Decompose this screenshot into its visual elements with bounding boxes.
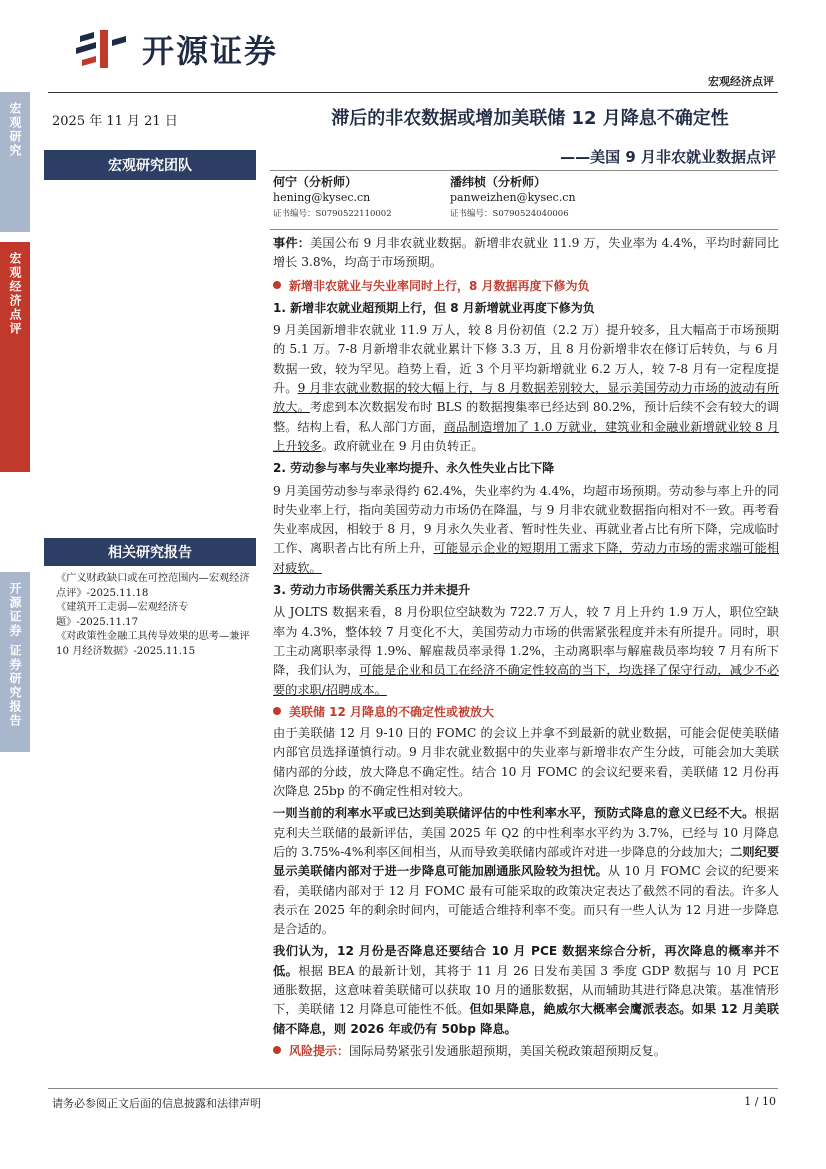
subheading-3: 3. 劳动力市场供需关系压力并未提升: [273, 583, 471, 598]
related-report-item[interactable]: 《建筑开工走弱—宏观经济专题》-2025.11.17: [56, 602, 189, 628]
footer-divider: [48, 1088, 778, 1089]
title-divider: [270, 170, 778, 171]
brand-logo-icon: [74, 26, 136, 72]
paragraph-1: 9 月美国新增非农就业 11.9 万人，较 8 月份初值（2.2 万）提升较多，且大幅高于市场预期的 5.1 万。7-8 月新增非农就业累计下修 3.3 万，且 8 月份新增非农在修订后转负，与 6 月数据一致，较为罕见。趋势上看，近 3 个月平均新增就业 6.2 万人，较 7-8 月有一定程度提升。9 月非农就业数据的较大幅上行，与 8 月数据差别较大，显示美国劳动力市场的波动有所放大。考虑到本次数据发布时 BLS 的数据搜集率已经达到 80.2%，预计后续不会有较大的调整。结构上看，私人部门方面，商品制造增加了 1.0 万就业，建筑业和金融业新增就业较 8 月上升较多。政府就业在 9 月由负转正。: [273, 323, 780, 453]
page-title: 滞后的非农数据或增加美联储 12 月降息不确定性: [331, 108, 729, 129]
paragraph-3: 从 JOLTS 数据来看，8 月份职位空缺数为 722.7 万人，较 7 月上升约 1.9 万人，职位空缺率为 4.3%，整体较 7 月变化不大，美国劳动力市场的供需紧张程度并未有所提升。同时，职工主动离职率录得 1.9%、解雇裁员率录得 1.2%，主动离职率与解雇裁员率均较 7 月有所下降，我们认为，可能是企业和员工在经济不确定性较高的当下，均选择了保守行动，减少不必要的求职/招聘成本。: [273, 605, 780, 697]
header-divider: [48, 92, 778, 93]
subheading-2: 2. 劳动参与率与失业率均提升、永久性失业占比下降: [273, 461, 555, 476]
analyst-name: 何宁（分析师）: [273, 175, 358, 189]
analyst-license: 证书编号：S0790524040006: [450, 209, 569, 219]
report-body: [273, 234, 779, 1061]
side-tab-research: 宏观研究: [0, 92, 30, 232]
event-paragraph: 事件：美国公布 9 月非农就业数据。新增非农就业 11.9 万，失业率为 4.4%，平均时薪同比增长 3.8%，均高于市场预期。: [273, 236, 779, 270]
related-reports-list: [56, 572, 256, 659]
report-category: 宏观经济点评: [708, 75, 774, 88]
analyst-divider: [270, 229, 778, 230]
bullet-dot-icon: [273, 707, 281, 715]
team-banner: 宏观研究团队: [44, 150, 256, 180]
related-report-item[interactable]: 《对政策性金融工具传导效果的思考—兼评 10 月经济数据》-2025.11.15: [56, 631, 250, 657]
side-tab-macro-comment: 宏观经济点评: [0, 242, 30, 472]
paragraph-5: 一则当前的利率水平或已达到美联储评估的中性利率水平，预防式降息的意义已经不大。根据克利夫兰联储的最新评估，美国 2025 年 Q2 的中性利率水平约为 3.7%，已经与 10 月降息后的 3.75%-4%利率区间相当，从而导致美联储内部或许对进一步降息的分歧加大；二则纪要显示美联储内部对于进一步降息可能加剧通胀风险较为担忧。从 10 月 FOMC 会议的纪要来看，美联储内部对于 12 月 FOMC 最有可能采取的政策决定表达了截然不同的看法。许多人表示在 2025 年的剩余时间内，可能适合维持利率不变。而只有一些人认为 12 月进一步降息是合适的。: [273, 806, 780, 937]
bullet-dot-icon: [273, 281, 281, 289]
page-number: 1 / 10: [744, 1095, 776, 1108]
related-report-item[interactable]: 《广义财政缺口或在可控范围内—宏观经济点评》-2025.11.18: [56, 573, 250, 599]
bullet-dot-icon: [273, 1046, 281, 1054]
analyst-card: [450, 174, 576, 222]
logo: [74, 26, 278, 72]
analyst-card: [273, 174, 392, 222]
analyst-license: 证书编号：S0790522110002: [273, 209, 392, 219]
brand-name: 开源证券: [142, 32, 279, 70]
report-date: 2025 年 11 月 21 日: [52, 114, 178, 129]
subheading-1: 1. 新增非农就业超预期上行，但 8 月新增就业再度下修为负: [273, 300, 595, 315]
page-subtitle: ——美国 9 月非农就业数据点评: [560, 148, 776, 166]
side-tab-securities-report: 开源证券 证券研究报告: [0, 572, 30, 752]
risk-note: 风险提示：国际局势紧张引发通胀超预期，美国关税政策超预期反复。: [273, 1042, 779, 1061]
paragraph-4: 由于美联储 12 月 9-10 日的 FOMC 的会议上并拿不到最新的就业数据，可能会促使美联储内部官员选择谨慎行动。9 月非农就业数据中的失业率与新增非农产生分歧，可能会加大美联储内部的分歧，放大降息不确定性。结合 10 月 FOMC 的会议纪要来看，美联储 12 月份再次降息 25bp 的不确定性相对较大。: [273, 726, 779, 799]
analyst-name: 潘纬桢（分析师）: [450, 175, 547, 189]
section-heading-red: 美联储 12 月降息的不确定性或被放大: [273, 703, 779, 722]
section-heading-red: 新增非农就业与失业率同时上行，8 月数据再度下修为负: [273, 277, 779, 296]
paragraph-2: 9 月美国劳动参与率录得约 62.4%，失业率约为 4.4%，均超市场预期。劳动参与率上升的同时失业率上行，指向美国劳动力市场仍在降温，与 9 月非农就业数据指向相对不一致。再考看失业率成因，相较于 8 月，9 月永久失业者、暂时性失业、再就业者占比有所下降，完成临时工作、离职者占比有所上升，可能显示企业的短期用工需求下降，劳动力市场的需求端可能相对疲软。: [273, 483, 780, 575]
analyst-email[interactable]: hening@kysec.cn: [273, 191, 371, 204]
analyst-email[interactable]: panweizhen@kysec.cn: [450, 191, 576, 204]
related-reports-banner: 相关研究报告: [44, 538, 256, 566]
footer-disclaimer: 请务必参阅正文后面的信息披露和法律声明: [52, 1097, 261, 1110]
paragraph-6: 我们认为，12 月份是否降息还要结合 10 月 PCE 数据来综合分析，再次降息的概率并不低。根据 BEA 的最新计划，其将于 11 月 26 日发布美国 3 季度 GDP 数据与 10 月 PCE 通胀数据，这意味着美联储可以获取 10 月的通胀数据，从而辅助其进行降息决策。基准情形下，美联储 12 月降息可能性不低。但如果降息，絶威尔大概率会鹰派表态。如果 12 月美联储不降息，则 2026 年或仍有 50bp 降息。: [273, 944, 779, 1036]
